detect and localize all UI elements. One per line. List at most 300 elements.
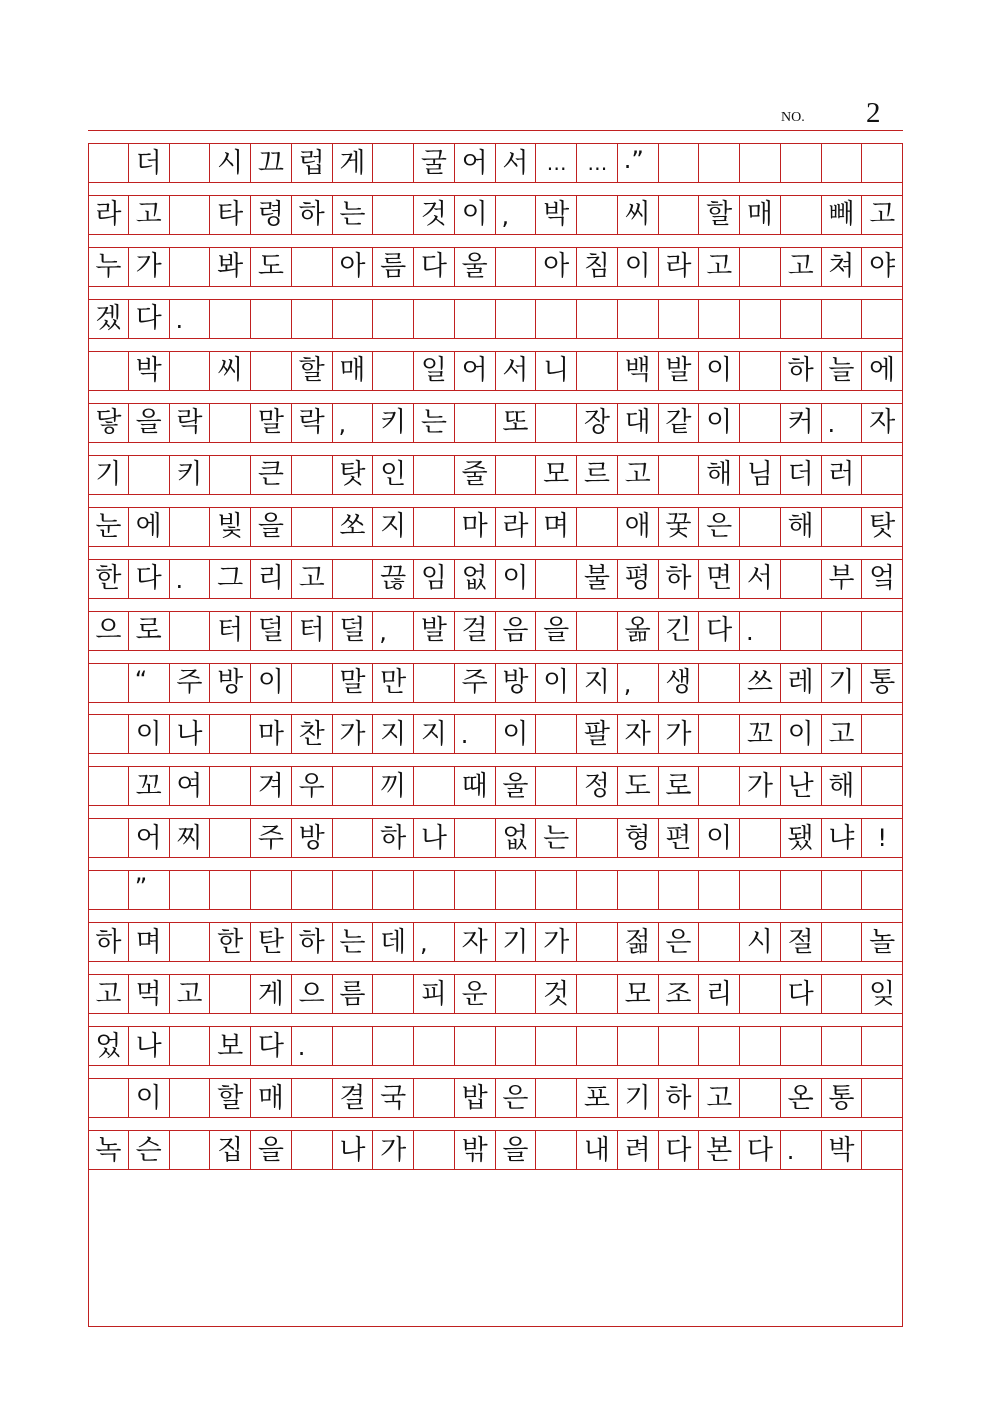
manuscript-cell: 레: [781, 664, 822, 702]
manuscript-cell: 닿: [88, 404, 129, 442]
manuscript-cell: [414, 456, 455, 494]
manuscript-cell: 고: [88, 975, 129, 1013]
manuscript-row: [88, 818, 903, 858]
manuscript-cell: [373, 975, 414, 1013]
manuscript-cell: [862, 1079, 903, 1117]
manuscript-cell: [699, 300, 740, 338]
manuscript-cell: 락: [292, 404, 333, 442]
manuscript-cell: [862, 871, 903, 909]
manuscript-cell: 나: [333, 1131, 374, 1169]
manuscript-cell: [577, 508, 618, 546]
manuscript-row: [88, 714, 903, 754]
manuscript-cell: [170, 612, 211, 650]
manuscript-cell: 여: [170, 767, 211, 805]
manuscript-cell: 고: [129, 196, 170, 234]
manuscript-cell: 하: [292, 196, 333, 234]
manuscript-cell: 할: [699, 196, 740, 234]
manuscript-cell: 마: [251, 715, 292, 753]
manuscript-cell: 다: [659, 1131, 700, 1169]
manuscript-cell: 탄: [251, 923, 292, 961]
manuscript-cell: 매: [740, 196, 781, 234]
manuscript-cell: 형: [618, 819, 659, 857]
manuscript-cell: 것: [536, 975, 577, 1013]
manuscript-cell: [88, 767, 129, 805]
manuscript-cell: 러: [822, 456, 863, 494]
manuscript-cell: 려: [618, 1131, 659, 1169]
manuscript-cell: 리: [699, 975, 740, 1013]
manuscript-cell: [496, 871, 537, 909]
manuscript-cell: 아: [333, 248, 374, 286]
manuscript-cell: [292, 248, 333, 286]
manuscript-cell: 마: [455, 508, 496, 546]
manuscript-cell: 한: [88, 560, 129, 598]
manuscript-cell: 는: [536, 819, 577, 857]
manuscript-cell: [210, 300, 251, 338]
manuscript-cell: 커: [781, 404, 822, 442]
manuscript-cell: 씨: [618, 196, 659, 234]
manuscript-cell: 게: [251, 975, 292, 1013]
manuscript-cell: 없: [455, 560, 496, 598]
manuscript-cell: 집: [210, 1131, 251, 1169]
manuscript-cell: [455, 1027, 496, 1065]
manuscript-cell: ,: [496, 196, 537, 234]
manuscript-cell: 이: [618, 248, 659, 286]
manuscript-cell: [88, 715, 129, 753]
manuscript-cell: [210, 404, 251, 442]
manuscript-cell: 지: [373, 508, 414, 546]
manuscript-cell: 걸: [455, 612, 496, 650]
manuscript-cell: 눈: [88, 508, 129, 546]
manuscript-cell: [333, 560, 374, 598]
manuscript-cell: [822, 1027, 863, 1065]
manuscript-cell: 게: [333, 144, 374, 182]
manuscript-cell: [862, 612, 903, 650]
manuscript-cell: [373, 144, 414, 182]
manuscript-cell: 고: [618, 456, 659, 494]
manuscript-cell: [333, 871, 374, 909]
manuscript-cell: 그: [210, 560, 251, 598]
manuscript-cell: [740, 1079, 781, 1117]
manuscript-cell: [699, 664, 740, 702]
manuscript-cell: 령: [251, 196, 292, 234]
manuscript-cell: [862, 456, 903, 494]
manuscript-cell: 발: [414, 612, 455, 650]
manuscript-cell: 음: [496, 612, 537, 650]
manuscript-cell: 매: [251, 1079, 292, 1117]
manuscript-cell: 서: [740, 560, 781, 598]
manuscript-cell: [496, 300, 537, 338]
manuscript-cell: [170, 1027, 211, 1065]
manuscript-cell: 결: [333, 1079, 374, 1117]
manuscript-cell: 라: [659, 248, 700, 286]
manuscript-cell: 큰: [251, 456, 292, 494]
manuscript-cell: [251, 871, 292, 909]
manuscript-cell: 다: [781, 975, 822, 1013]
manuscript-cell: 시: [210, 144, 251, 182]
manuscript-cell: 다: [129, 300, 170, 338]
manuscript-cell: ,: [333, 404, 374, 442]
manuscript-cell: [781, 144, 822, 182]
manuscript-cell: 해: [822, 767, 863, 805]
manuscript-cell: [414, 664, 455, 702]
manuscript-cell: 을: [251, 508, 292, 546]
manuscript-cell: 에: [862, 352, 903, 390]
manuscript-cell: [251, 352, 292, 390]
manuscript-cell: 덜: [251, 612, 292, 650]
manuscript-cell: 겨: [251, 767, 292, 805]
manuscript-cell: [659, 196, 700, 234]
manuscript-cell: 해: [699, 456, 740, 494]
manuscript-cell: 더: [781, 456, 822, 494]
manuscript-cell: [822, 871, 863, 909]
manuscript-cell: [88, 1079, 129, 1117]
manuscript-row: [88, 611, 903, 651]
manuscript-cell: 부: [822, 560, 863, 598]
manuscript-cell: 으: [88, 612, 129, 650]
manuscript-cell: [536, 560, 577, 598]
manuscript-cell: .: [455, 715, 496, 753]
manuscript-cell: [414, 508, 455, 546]
manuscript-cell: 가: [373, 1131, 414, 1169]
manuscript-cell: [781, 871, 822, 909]
manuscript-cell: [659, 871, 700, 909]
manuscript-cell: 다: [414, 248, 455, 286]
manuscript-cell: [699, 923, 740, 961]
manuscript-cell: 더: [129, 144, 170, 182]
manuscript-cell: [781, 560, 822, 598]
manuscript-cell: 끊: [373, 560, 414, 598]
manuscript-cell: 에: [129, 508, 170, 546]
manuscript-cell: 봐: [210, 248, 251, 286]
manuscript-cell: [88, 352, 129, 390]
manuscript-cell: 서: [496, 144, 537, 182]
manuscript-cell: ,: [373, 612, 414, 650]
manuscript-cell: [88, 664, 129, 702]
manuscript-cell: [822, 508, 863, 546]
manuscript-cell: 가: [536, 923, 577, 961]
manuscript-cell: 불: [577, 560, 618, 598]
manuscript-cell: 통: [862, 664, 903, 702]
manuscript-cell: [577, 1027, 618, 1065]
manuscript-cell: [536, 404, 577, 442]
manuscript-row: [88, 663, 903, 703]
manuscript-cell: 모: [536, 456, 577, 494]
manuscript-cell: [862, 715, 903, 753]
manuscript-cell: [781, 300, 822, 338]
manuscript-cell: 하: [373, 819, 414, 857]
manuscript-cell: [740, 300, 781, 338]
manuscript-cell: [659, 300, 700, 338]
manuscript-cell: 말: [333, 664, 374, 702]
manuscript-row: [88, 870, 903, 910]
manuscript-cell: 하: [292, 923, 333, 961]
manuscript-cell: 아: [536, 248, 577, 286]
manuscript-cell: 면: [699, 560, 740, 598]
manuscript-cell: [455, 871, 496, 909]
manuscript-cell: [781, 612, 822, 650]
manuscript-cell: 는: [414, 404, 455, 442]
manuscript-cell: [740, 144, 781, 182]
manuscript-cell: 방: [496, 664, 537, 702]
manuscript-cell: 이: [699, 819, 740, 857]
manuscript-cell: 없: [496, 819, 537, 857]
manuscript-cell: 어: [129, 819, 170, 857]
manuscript-cell: 해: [781, 508, 822, 546]
manuscript-cell: [577, 196, 618, 234]
manuscript-cell: 끄: [251, 144, 292, 182]
manuscript-cell: [373, 300, 414, 338]
manuscript-cell: .: [740, 612, 781, 650]
manuscript-cell: [210, 975, 251, 1013]
manuscript-cell: 야: [862, 248, 903, 286]
manuscript-cell: 도: [251, 248, 292, 286]
manuscript-cell: .: [292, 1027, 333, 1065]
manuscript-cell: !: [862, 819, 903, 857]
manuscript-cell: 밥: [455, 1079, 496, 1117]
manuscript-cell: 박: [129, 352, 170, 390]
manuscript-cell: [740, 404, 781, 442]
manuscript-cell: [577, 923, 618, 961]
manuscript-cell: 름: [333, 975, 374, 1013]
manuscript-cell: [210, 715, 251, 753]
manuscript-cell: 긴: [659, 612, 700, 650]
manuscript-cell: [781, 1027, 822, 1065]
manuscript-cell: 지: [414, 715, 455, 753]
manuscript-cell: 이: [781, 715, 822, 753]
manuscript-cell: [170, 144, 211, 182]
manuscript-cell: [699, 144, 740, 182]
manuscript-row: [88, 922, 903, 962]
manuscript-cell: 덜: [333, 612, 374, 650]
manuscript-cell: 었: [88, 1027, 129, 1065]
manuscript-cell: 쓰: [740, 664, 781, 702]
manuscript-cell: 자: [862, 404, 903, 442]
manuscript-cell: [455, 404, 496, 442]
manuscript-cell: 보: [210, 1027, 251, 1065]
manuscript-cell: …: [536, 144, 577, 182]
manuscript-cell: 하: [781, 352, 822, 390]
manuscript-cell: [862, 300, 903, 338]
manuscript-cell: 난: [781, 767, 822, 805]
manuscript-cell: 때: [455, 767, 496, 805]
manuscript-cell: 탓: [333, 456, 374, 494]
manuscript-cell: 할: [210, 1079, 251, 1117]
manuscript-cell: 잊: [862, 975, 903, 1013]
manuscript-cell: 라: [88, 196, 129, 234]
manuscript-cell: 고: [699, 248, 740, 286]
manuscript-cell: 또: [496, 404, 537, 442]
page-number-label: NO.: [781, 110, 805, 125]
manuscript-cell: [618, 1027, 659, 1065]
manuscript-cell: .: [822, 404, 863, 442]
manuscript-cell: [740, 1027, 781, 1065]
manuscript-cell: [659, 1027, 700, 1065]
manuscript-cell: 줄: [455, 456, 496, 494]
manuscript-cell: 우: [292, 767, 333, 805]
manuscript-cell: 찌: [170, 819, 211, 857]
manuscript-cell: [170, 196, 211, 234]
manuscript-cell: 름: [373, 248, 414, 286]
manuscript-cell: 주: [170, 664, 211, 702]
manuscript-cell: 나: [414, 819, 455, 857]
manuscript-cell: 며: [536, 508, 577, 546]
manuscript-cell: 자: [618, 715, 659, 753]
manuscript-cell: [210, 819, 251, 857]
manuscript-cell: 피: [414, 975, 455, 1013]
manuscript-cell: 기: [822, 664, 863, 702]
manuscript-cell: 서: [496, 352, 537, 390]
manuscript-cell: 모: [618, 975, 659, 1013]
manuscript-cell: 임: [414, 560, 455, 598]
manuscript-row: [88, 403, 903, 443]
manuscript-cell: 님: [740, 456, 781, 494]
manuscript-cell: [862, 144, 903, 182]
manuscript-row: [88, 507, 903, 547]
manuscript-cell: 밖: [455, 1131, 496, 1169]
manuscript-cell: 애: [618, 508, 659, 546]
manuscript-cell: [740, 248, 781, 286]
manuscript-cell: [618, 300, 659, 338]
manuscript-cell: 운: [455, 975, 496, 1013]
manuscript-cell: 씨: [210, 352, 251, 390]
manuscript-cell: [536, 300, 577, 338]
manuscript-cell: [414, 300, 455, 338]
manuscript-cell: [659, 144, 700, 182]
manuscript-cell: 다: [251, 1027, 292, 1065]
manuscript-cell: 굴: [414, 144, 455, 182]
manuscript-cell: 끼: [373, 767, 414, 805]
manuscript-cell: 고: [170, 975, 211, 1013]
manuscript-cell: 발: [659, 352, 700, 390]
manuscript-cell: 평: [618, 560, 659, 598]
manuscript-cell: [88, 144, 129, 182]
manuscript-cell: 은: [699, 508, 740, 546]
manuscript-cell: 터: [292, 612, 333, 650]
manuscript-cell: 됐: [781, 819, 822, 857]
manuscript-cell: 빛: [210, 508, 251, 546]
manuscript-cell: [333, 300, 374, 338]
manuscript-row: [88, 455, 903, 495]
manuscript-cell: 울: [496, 767, 537, 805]
manuscript-cell: 백: [618, 352, 659, 390]
manuscript-cell: [699, 767, 740, 805]
manuscript-cell: 대: [618, 404, 659, 442]
manuscript-row: [88, 559, 903, 599]
manuscript-cell: …: [577, 144, 618, 182]
manuscript-cell: 침: [577, 248, 618, 286]
manuscript-cell: [740, 871, 781, 909]
manuscript-cell: 한: [210, 923, 251, 961]
manuscript-cell: [577, 300, 618, 338]
manuscript-cell: [414, 1027, 455, 1065]
manuscript-cell: [699, 1027, 740, 1065]
manuscript-cell: 어: [455, 144, 496, 182]
manuscript-cell: [373, 196, 414, 234]
manuscript-cell: [822, 923, 863, 961]
manuscript-row: [88, 195, 903, 235]
manuscript-cell: 나: [170, 715, 211, 753]
manuscript-cell: 자: [455, 923, 496, 961]
manuscript-cell: 하: [88, 923, 129, 961]
manuscript-cell: [740, 352, 781, 390]
manuscript-cell: [292, 508, 333, 546]
manuscript-cell: 는: [333, 923, 374, 961]
manuscript-cell: 누: [88, 248, 129, 286]
manuscript-cell: 젊: [618, 923, 659, 961]
manuscript-cell: [292, 300, 333, 338]
manuscript-cell: [862, 767, 903, 805]
manuscript-cell: 고: [862, 196, 903, 234]
manuscript-cell: 고: [699, 1079, 740, 1117]
manuscript-cell: 인: [373, 456, 414, 494]
manuscript-cell: 절: [781, 923, 822, 961]
manuscript-cell: [659, 456, 700, 494]
manuscript-cell: 어: [455, 352, 496, 390]
manuscript-cell: 데: [373, 923, 414, 961]
manuscript-cell: [88, 819, 129, 857]
manuscript-cell: ”: [129, 871, 170, 909]
manuscript-cell: [740, 975, 781, 1013]
manuscript-cell: [170, 1131, 211, 1169]
manuscript-cell: [740, 508, 781, 546]
manuscript-cell: 로: [129, 612, 170, 650]
manuscript-cell: 이: [699, 352, 740, 390]
manuscript-cell: [577, 352, 618, 390]
manuscript-cell: [333, 1027, 374, 1065]
manuscript-cell: 지: [577, 664, 618, 702]
manuscript-cell: 포: [577, 1079, 618, 1117]
manuscript-cell: [699, 871, 740, 909]
manuscript-cell: 럽: [292, 144, 333, 182]
manuscript-cell: 녹: [88, 1131, 129, 1169]
manuscript-cell: 이: [251, 664, 292, 702]
manuscript-row: [88, 247, 903, 287]
manuscript-cell: [129, 456, 170, 494]
manuscript-cell: 리: [251, 560, 292, 598]
manuscript-cell: [292, 1079, 333, 1117]
manuscript-cell: [862, 1027, 903, 1065]
manuscript-cell: [862, 1131, 903, 1169]
manuscript-cell: 일: [414, 352, 455, 390]
manuscript-cell: .: [170, 560, 211, 598]
manuscript-cell: 내: [577, 1131, 618, 1169]
manuscript-cell: 락: [170, 404, 211, 442]
manuscript-cell: 지: [373, 715, 414, 753]
manuscript-cell: 고: [822, 715, 863, 753]
manuscript-cell: [536, 715, 577, 753]
manuscript-cell: 며: [129, 923, 170, 961]
manuscript-cell: 장: [577, 404, 618, 442]
manuscript-cell: 빼: [822, 196, 863, 234]
manuscript-cell: [88, 871, 129, 909]
manuscript-cell: 시: [740, 923, 781, 961]
manuscript-cell: 하: [659, 1079, 700, 1117]
manuscript-cell: 놀: [862, 923, 903, 961]
manuscript-cell: [414, 1131, 455, 1169]
manuscript-cell: 매: [333, 352, 374, 390]
manuscript-cell: [414, 1079, 455, 1117]
manuscript-cell: 본: [699, 1131, 740, 1169]
manuscript-cell: 키: [170, 456, 211, 494]
manuscript-cell: [822, 300, 863, 338]
manuscript-cell: [170, 508, 211, 546]
manuscript-cell: [455, 300, 496, 338]
manuscript-cell: 르: [577, 456, 618, 494]
manuscript-cell: [536, 871, 577, 909]
manuscript-row: [88, 1078, 903, 1118]
manuscript-row: [88, 974, 903, 1014]
manuscript-cell: 이: [699, 404, 740, 442]
